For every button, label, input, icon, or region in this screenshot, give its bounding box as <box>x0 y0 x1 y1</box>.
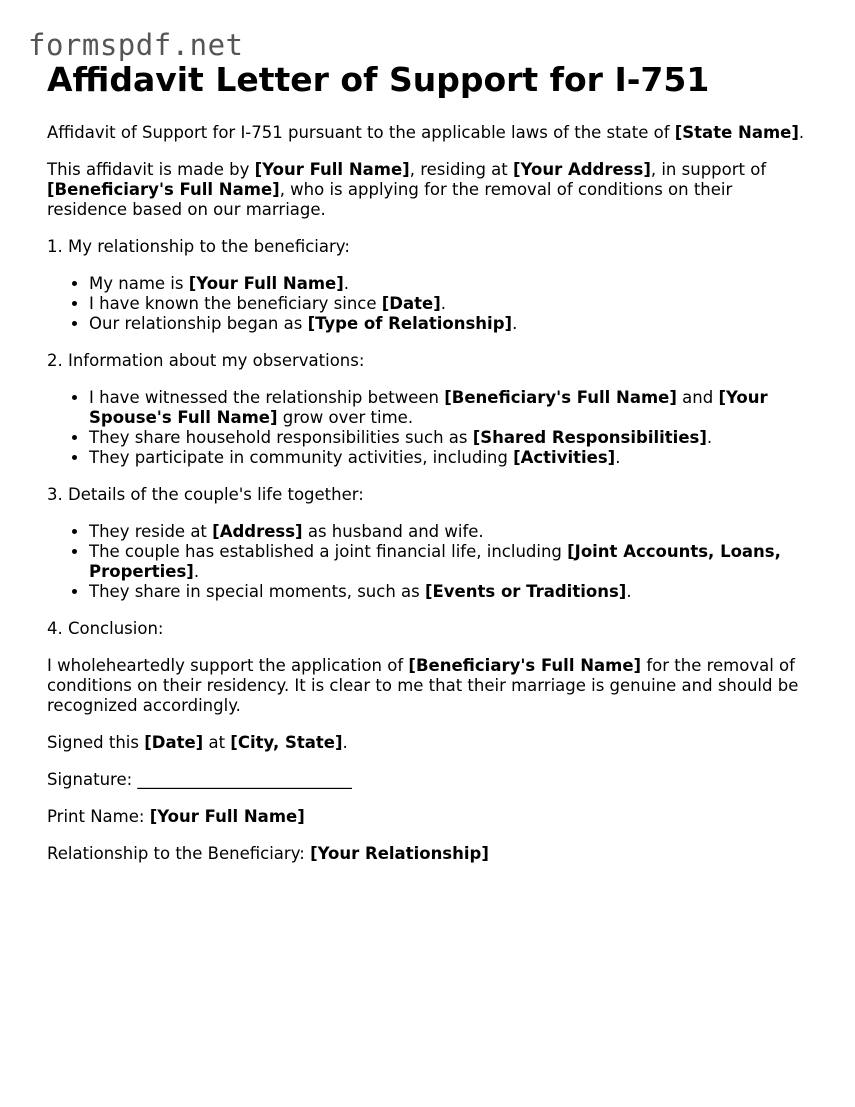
item-text-end: . <box>193 562 200 581</box>
section2-heading: 2. Information about my observations: <box>47 351 365 370</box>
section4-heading: 4. Conclusion: <box>47 619 164 638</box>
beneficiary-name-field: [Beneficiary's Full Name] <box>47 180 280 199</box>
list-item <box>89 542 817 582</box>
list-item <box>89 428 817 448</box>
watermark-logo: formspdf.net <box>28 28 244 62</box>
item-text-end: . <box>706 428 713 447</box>
item-text: My name is <box>89 274 189 293</box>
affiant-paragraph <box>47 160 817 220</box>
signed-line <box>47 733 817 753</box>
state-field: [State Name] <box>674 123 799 142</box>
relationship-line <box>47 844 817 864</box>
field-signed-date: [Date] <box>144 733 204 752</box>
signed-text-end: . <box>342 733 348 752</box>
print-name-line <box>47 807 817 827</box>
item-text: They participate in community activities, including <box>89 448 514 467</box>
list-item <box>89 582 817 602</box>
affiant-name-field: [Your Full Name] <box>254 160 410 179</box>
list-item <box>89 388 817 428</box>
intro-paragraph <box>47 123 817 143</box>
item-text-end: . <box>626 582 632 601</box>
item-text-end: . <box>615 448 621 467</box>
signature-blank: __________________________ <box>137 770 352 789</box>
item-text: The couple has established a joint financial life, including <box>89 542 568 561</box>
list-item <box>89 448 817 468</box>
field-spouse-name: [Your Spouse's Full Name] <box>89 388 768 427</box>
item-text-end: . <box>343 274 350 293</box>
intro-end: . <box>798 123 805 142</box>
item-text-end: grow over time. <box>277 408 414 427</box>
list-item <box>89 274 817 294</box>
field-print-name: [Your Full Name] <box>149 807 305 826</box>
field-joint-accounts: [Joint Accounts, Loans, Properties] <box>89 542 781 581</box>
signature-line <box>47 770 817 790</box>
field-activities: [Activities] <box>513 448 616 467</box>
affiant-text-3: , in support of <box>650 160 767 179</box>
item-text: I have witnessed the relationship between <box>89 388 445 407</box>
item-text-mid: and <box>676 388 719 407</box>
affiant-text-4: , who is applying for the removal of conditions on their residence based on our marriage. <box>47 180 733 219</box>
section3-heading: 3. Details of the couple's life together: <box>47 485 364 504</box>
section3-list <box>47 522 817 602</box>
item-text: They reside at <box>89 522 213 541</box>
affiant-address-field: [Your Address] <box>513 160 651 179</box>
list-item <box>89 314 817 334</box>
field-date: [Date] <box>381 294 441 313</box>
field-city-state: [City, State] <box>230 733 343 752</box>
document-body <box>47 60 817 881</box>
field-beneficiary-name: [Beneficiary's Full Name] <box>408 656 642 675</box>
print-name-label: Print Name: <box>47 807 150 826</box>
document-title: Affidavit Letter of Support for I-751 <box>47 60 710 99</box>
field-relationship-type: [Type of Relationship] <box>307 314 513 333</box>
item-text: Our relationship began as <box>89 314 308 333</box>
field-beneficiary-name: [Beneficiary's Full Name] <box>444 388 677 407</box>
relationship-label: Relationship to the Beneficiary: <box>47 844 311 863</box>
signature-label: Signature: <box>47 770 138 789</box>
field-shared-responsibilities: [Shared Responsibilities] <box>472 428 707 447</box>
section1-list <box>47 274 817 334</box>
item-text: I have known the beneficiary since <box>89 294 382 313</box>
signed-text-mid: at <box>203 733 231 752</box>
intro-text: Affidavit of Support for I-751 pursuant to the applicable laws of the state of <box>47 123 675 142</box>
field-address: [Address] <box>212 522 303 541</box>
list-item <box>89 522 817 542</box>
item-text: They share household responsibilities such as <box>89 428 473 447</box>
section2-list <box>47 388 817 468</box>
conclusion-text-end: for the removal of conditions on their residency. It is clear to me that their marriage is genuine and should be recognized accordingly. <box>47 656 799 715</box>
item-text: They share in special moments, such as <box>89 582 425 601</box>
field-events: [Events or Traditions] <box>424 582 627 601</box>
conclusion-paragraph <box>47 656 817 716</box>
field-your-full-name: [Your Full Name] <box>188 274 344 293</box>
item-text-end: . <box>440 294 447 313</box>
affiant-text-2: , residing at <box>409 160 514 179</box>
list-item <box>89 294 817 314</box>
signed-text: Signed this <box>47 733 145 752</box>
conclusion-text: I wholeheartedly support the application of <box>47 656 409 675</box>
item-text-end: as husband and wife. <box>302 522 484 541</box>
field-relationship: [Your Relationship] <box>310 844 489 863</box>
affiant-text-1: This affidavit is made by <box>47 160 255 179</box>
item-text-end: . <box>512 314 518 333</box>
section1-heading: 1. My relationship to the beneficiary: <box>47 237 350 256</box>
